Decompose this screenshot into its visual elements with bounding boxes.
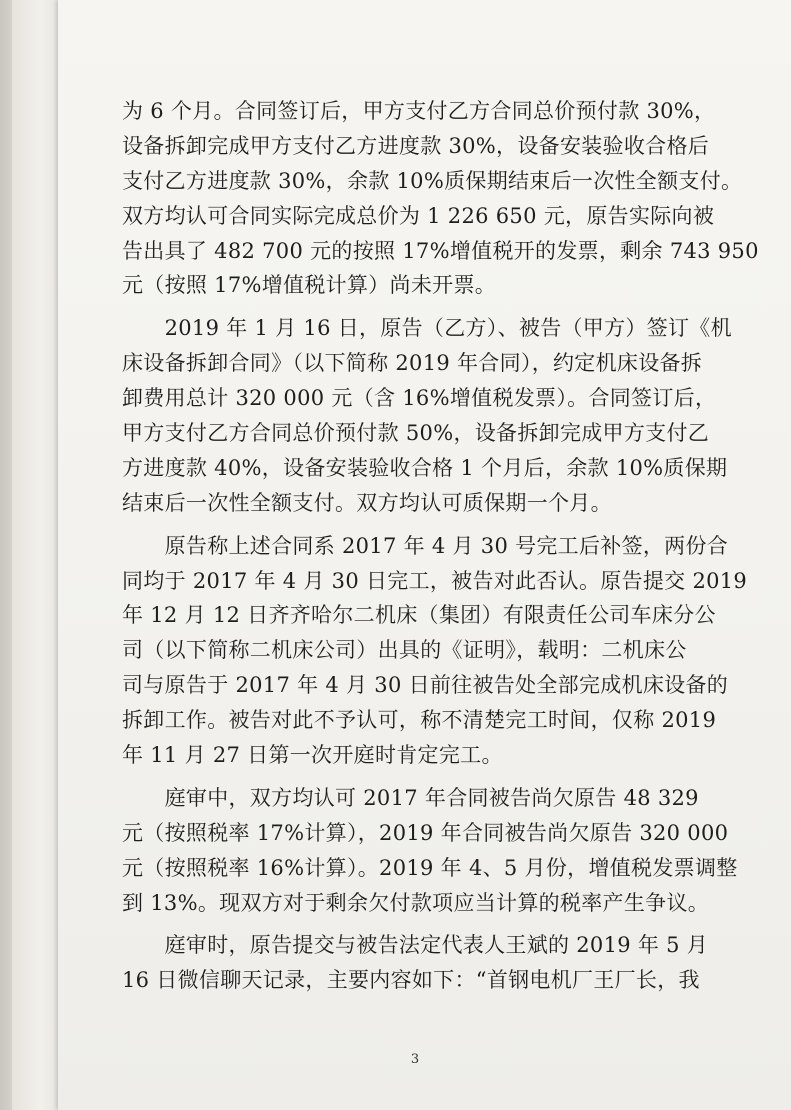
previous-page-edge <box>12 0 61 1110</box>
text-line: 庭审时，原告提交与被告法定代表人王斌的 2019 年 5 月 <box>122 933 709 958</box>
paragraph-gap <box>122 303 712 311</box>
text-line: 设备拆卸完成甲方支付乙方进度款 30%，设备安装验收合格后 <box>122 133 710 158</box>
text-line: 原告称上述合同系 2017 年 4 月 30 号完工后补签，两份合 <box>122 533 729 558</box>
text-line: 甲方支付乙方合同总价预付款 50%，设备拆卸完成甲方支付乙 <box>122 421 710 446</box>
paragraph-gap <box>122 773 712 781</box>
text-line: 卸费用总计 320 000 元（含 16%增值税发票）。合同签订后， <box>122 386 717 411</box>
text-line: 拆卸工作。被告对此不予认可，称不清楚完工时间，仅称 2019 <box>122 708 717 733</box>
text-line: 元（按照税率 16%计算）。2019 年 4、5 月份，增值税发票调整 <box>122 855 738 880</box>
text-line: 双方均认可合同实际完成总价为 1 226 650 元，原告实际向被 <box>122 203 715 228</box>
paragraph-1 <box>122 94 759 303</box>
text-line: 庭审中，双方均认可 2017 年合同被告尚欠原告 48 329 <box>122 785 699 810</box>
paragraph-gap <box>122 521 712 529</box>
text-line: 司与原告于 2017 年 4 月 30 日前往被告处全部完成机床设备的 <box>122 673 729 698</box>
text-line: 结束后一次性全额支付。双方均认可质保期一个月。 <box>122 490 612 515</box>
text-line: 司（以下简称二机床公司）出具的《证明》，载明：二机床公 <box>122 638 687 663</box>
text-line: 年 11 月 27 日第一次开庭时肯定完工。 <box>122 743 503 768</box>
text-line: 告出具了 482 700 元的按照 17%增值税开的发票，剩余 743 950 <box>122 238 759 263</box>
text-line: 支付乙方进度款 30%，余款 10%质保期结束后一次性全额支付。 <box>122 168 743 193</box>
paragraph-gap <box>122 920 712 928</box>
paragraph-5 <box>122 928 712 998</box>
text-line: 方进度款 40%，设备安装验收合格 1 个月后，余款 10%质保期 <box>122 455 728 480</box>
text-line: 元（按照税率 17%计算），2019 年合同被告尚欠原告 320 000 <box>122 820 729 845</box>
text-line: 同均于 2017 年 4 月 30 日完工，被告对此否认。原告提交 2019 <box>122 568 748 593</box>
body-text <box>122 94 759 998</box>
page-number: 3 <box>410 1052 420 1067</box>
text-line: 为 6 个月。合同签订后，甲方支付乙方合同总价预付款 30%， <box>122 99 716 123</box>
paragraph-4 <box>122 781 738 921</box>
text-line: 床设备拆卸合同》（以下简称 2019 年合同），约定机床设备拆 <box>122 351 703 376</box>
text-line: 年 12 月 12 日齐齐哈尔二机床（集团）有限责任公司车床分公 <box>122 603 716 628</box>
text-line: 元（按照 17%增值税计算）尚未开票。 <box>122 273 497 298</box>
text-line: 2019 年 1 月 16 日，原告（乙方）、被告（甲方）签订《机 <box>122 316 732 341</box>
paragraph-3 <box>122 529 748 773</box>
paragraph-2 <box>122 311 732 520</box>
text-line: 16 日微信聊天记录，主要内容如下：“首钢电机厂王厂长，我 <box>122 968 700 993</box>
text-line: 到 13%。现双方对于剩余欠付款项应当计算的税率产生争议。 <box>122 890 710 915</box>
